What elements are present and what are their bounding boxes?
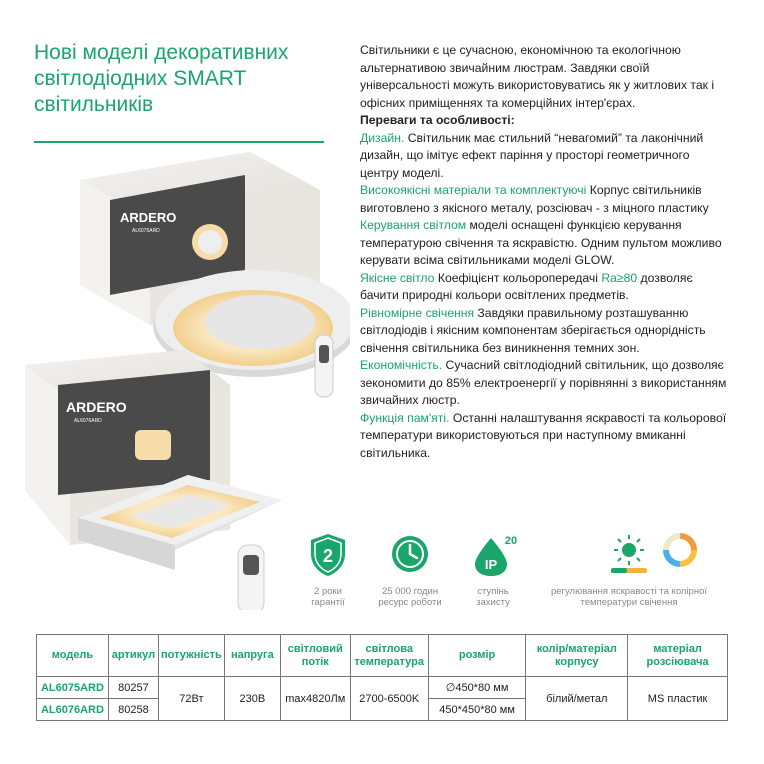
cell-article: 80257 [108,677,158,699]
feature-uniform [360,305,730,358]
box-brand-b: ARDERO [66,399,127,415]
feature-term: Якісне світло [360,270,435,285]
feature-text: Корпус світильників виготовлено з якісного металу, розсіювач - з міцного пластику [360,183,709,215]
cell-power: 72Вт [158,677,224,721]
description [360,42,730,462]
header-temperature: світлова температура [350,635,428,677]
color-wheel-icon [662,532,698,568]
feature-design [360,130,730,183]
box-model-a: AL6075ARD [132,228,160,234]
feature-term: Економічність. [360,358,443,372]
box-brand-a: ARDERO [120,210,177,225]
color-temp-feature [660,532,700,573]
advantages-heading: Переваги та особливості: [360,113,515,127]
feature-term: Рівномірне свічення [360,305,475,320]
drop-icon [467,532,519,578]
feature-text: Завдяки правильному розташуванню світлодіодів і якісним компонентам зберігається однорідність свічення світильника без виникнення темних зон. [360,305,706,355]
cell-model: AL6076ARD [37,699,109,721]
dimmer-icon [605,532,653,578]
header-color: колір/матеріал корпусу [526,635,628,677]
ip-label: ступінь захисту [476,586,510,608]
warranty-badge: 2 [322,546,334,566]
feature-control [360,217,730,270]
feature-text: моделі оснащені функцією керування температурою свічення та яскравістю. Одним пультом можливо керувати всіма світильниками моделі GLOW. [360,218,722,267]
lifetime-feature [368,532,452,608]
page-title: Нові моделі декоративних світлодіодних SMART світильників [34,41,289,116]
cell-model: AL6075ARD [37,677,109,699]
ra-value: Ra≥80 [601,270,638,285]
header-article: артикул [108,635,158,677]
header-size: розмір [428,635,526,677]
table-header-row [37,635,728,677]
cell-size: 450*450*80 мм [428,699,526,721]
feature-memory [360,410,730,463]
shield-icon [308,532,348,578]
clock-icon [388,532,432,578]
dimming-label: регулювання яскравості та колірної температури свічення [550,586,708,608]
feature-light [360,270,730,305]
ip-feature [456,532,530,608]
cell-flux: max4820Лм [280,677,350,721]
cell-temperature: 2700-6500K [350,677,428,721]
cell-size: ∅450*80 мм [428,677,526,699]
header-power: потужність [158,635,224,677]
spec-table [36,634,728,721]
warranty-label: 2 роки гарантії [311,586,345,608]
title-divider [34,141,324,143]
feature-term: Функція пам'яті. [360,410,450,425]
ip-badge: IP [484,557,498,572]
warranty-feature [292,532,364,608]
header-model: модель [37,635,109,677]
cell-voltage: 230В [224,677,280,721]
header-diffuser: матеріал розсіювача [628,635,728,677]
feature-term: Високоякісні матеріали та комплектуючі [360,183,587,197]
feature-economy [360,357,730,410]
feature-icons [292,532,732,612]
lifetime-label: 25 000 годин ресурс роботи [378,586,442,608]
feature-text: Сучасний світлодіодний світильник, що дозволяє зекономити до 85% електроенергії у порівнянні з використанням звичайних люстр. [360,358,727,407]
feature-term: Дизайн. [360,130,405,145]
cell-color: білий/метал [526,677,628,721]
box-model-b: AL6076ARD [74,418,102,424]
table-row [37,677,728,699]
feature-term: Керування світлом [360,218,467,232]
cell-diffuser: MS пластик [628,677,728,721]
cell-article: 80258 [108,699,158,721]
feature-text: Коефіцієнт кольоропередачі [434,270,602,285]
header-voltage: напруга [224,635,280,677]
feature-text: дозволяє бачити природні кольори освітлених предметів. [360,270,693,302]
header-flux: світловий потік [280,635,350,677]
feature-text: Останні налаштування яскравості та кольорової температури використовуються при наступному вмиканні світильника. [360,410,727,460]
intro-text: Світильники є це сучасною, економічною та екологічною альтернативою звичайним люстрам. Завдяки своїй універсальності можуть використовуватись як у житлових так і офісних приміщеннях та комерційних інтер'єрах. [360,43,715,110]
feature-materials [360,182,730,217]
feature-text: Світильник має стильний “невагомий” та лаконічний дизайн, що імітує ефект паріння у просторі геометричного центру моделі. [360,130,704,180]
ip-superscript: 20 [504,535,518,547]
